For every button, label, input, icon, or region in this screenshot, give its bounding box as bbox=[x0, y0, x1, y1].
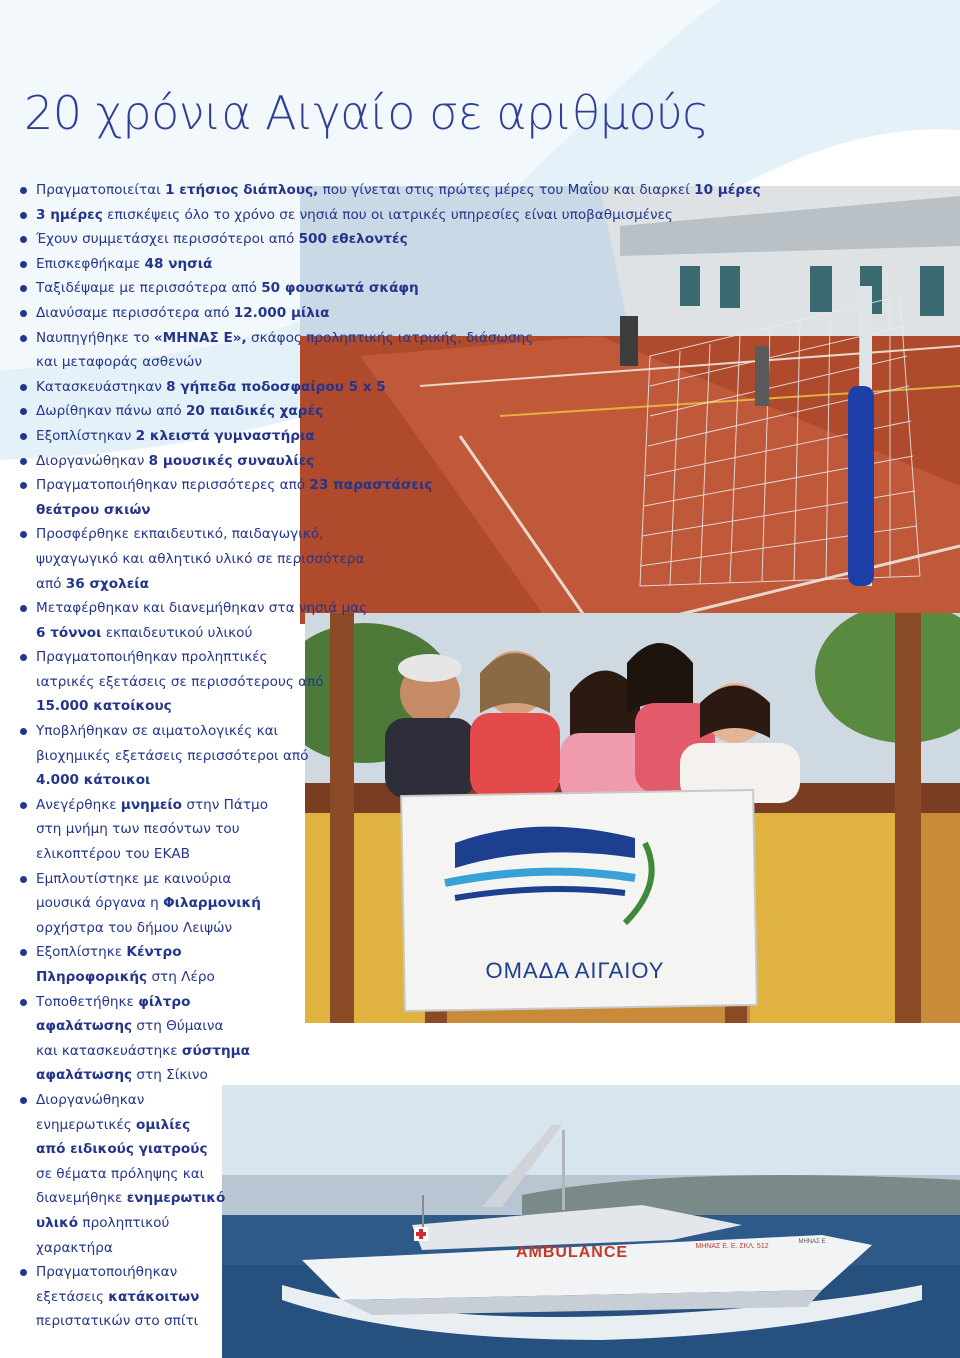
list-item bbox=[20, 326, 740, 375]
body-text: στη μνήμη των πεσόντων του bbox=[36, 821, 240, 838]
list-item-line bbox=[36, 1285, 740, 1310]
body-text: Ναυπηγήθηκε το bbox=[36, 329, 154, 346]
list-item bbox=[20, 645, 740, 719]
list-item-line bbox=[36, 965, 740, 990]
list-item bbox=[20, 1260, 740, 1334]
highlight-text: φίλτρο bbox=[138, 993, 191, 1010]
list-item bbox=[20, 793, 740, 867]
highlight-text: κατάκοιτων bbox=[108, 1288, 200, 1305]
list-item bbox=[20, 178, 761, 203]
list-item-line bbox=[36, 916, 740, 941]
body-text: Πραγματοποιήθηκαν περισσότερες από bbox=[36, 477, 310, 494]
boat-ambulance-text: AMBULANCE bbox=[515, 1244, 629, 1261]
list-item-line bbox=[36, 1063, 740, 1088]
list-item bbox=[20, 596, 740, 645]
body-text: προληπτικού bbox=[78, 1214, 170, 1231]
highlight-text: 3 ημέρες bbox=[36, 206, 103, 223]
highlight-text: 1 ετήσιος διάπλους, bbox=[165, 182, 319, 198]
highlight-text: 500 εθελοντές bbox=[298, 231, 408, 248]
highlight-text: ενημερωτικό bbox=[126, 1190, 226, 1207]
list-item-line bbox=[36, 350, 740, 375]
body-text: Εξοπλίστηκαν bbox=[36, 427, 136, 444]
list-item-line bbox=[36, 645, 740, 670]
list-item-line bbox=[36, 621, 740, 646]
body-text: σκάφος προληπτικής ιατρικής, διάσωσης bbox=[246, 329, 534, 346]
list-item bbox=[20, 399, 740, 424]
body-text: Κατασκευάστηκαν bbox=[36, 378, 167, 395]
body-text: σε θέματα πρόληψης και bbox=[36, 1165, 205, 1182]
list-item-line bbox=[36, 891, 740, 916]
list-item bbox=[20, 719, 740, 793]
list-item bbox=[20, 940, 740, 989]
list-item-line bbox=[36, 694, 740, 719]
list-item-line bbox=[36, 424, 740, 449]
list-item-line bbox=[36, 1137, 740, 1162]
highlight-text: Πληροφορικής bbox=[36, 969, 148, 985]
list-item bbox=[20, 227, 740, 252]
list-item bbox=[20, 375, 740, 400]
highlight-text: 10 μέρες bbox=[694, 182, 761, 198]
highlight-text: 8 γήπεδα ποδοσφαίρου 5 x 5 bbox=[166, 378, 386, 395]
body-text: Εμπλουτίστηκε με καινούρια bbox=[36, 870, 232, 887]
highlight-text: θεάτρου σκιών bbox=[36, 501, 151, 518]
boat-registration-text: ΜΗΝΑΣ Ε. Ε. ΣΚΛ. 512 bbox=[695, 1243, 769, 1250]
list-item bbox=[20, 867, 740, 941]
page-title: 20 χρόνια Αιγαίο σε αριθμούς bbox=[24, 86, 709, 140]
body-text: Τοποθετήθηκε bbox=[36, 993, 139, 1010]
body-text: Πραγματοποιήθηκαν bbox=[36, 1264, 178, 1281]
list-item-line bbox=[36, 596, 740, 621]
body-text: ορχήστρα του δήμου Λειψών bbox=[36, 919, 233, 936]
body-text: Διανύσαμε περισσότερα από bbox=[36, 304, 234, 321]
body-text: επισκέψεις όλο το χρόνο σε νησιά που οι ιατρικές υπηρεσίες είναι υποβαθμισμένες bbox=[102, 206, 673, 223]
highlight-text: Κέντρο bbox=[126, 944, 182, 961]
body-text: Διοργανώθηκαν bbox=[36, 452, 149, 469]
list-item-line bbox=[36, 1211, 740, 1236]
highlight-text: 50 φουσκωτά σκάφη bbox=[261, 280, 419, 297]
highlight-text: Φιλαρμονική bbox=[163, 895, 261, 912]
list-item-line bbox=[36, 1260, 740, 1285]
body-text: Ταξιδέψαμε με περισσότερα από bbox=[36, 280, 262, 297]
body-text: Διοργανώθηκαν bbox=[36, 1091, 145, 1108]
list-item-line bbox=[36, 719, 740, 744]
list-item-line bbox=[36, 1088, 740, 1113]
list-item-line bbox=[36, 547, 740, 572]
body-text: από bbox=[36, 575, 66, 592]
highlight-text: 8 μουσικές συναυλίες bbox=[148, 452, 315, 469]
highlight-text: ομιλίες bbox=[136, 1116, 191, 1133]
body-text: εκπαιδευτικού υλικού bbox=[101, 624, 253, 641]
body-text: χαρακτήρα bbox=[36, 1239, 113, 1256]
highlight-text: υλικό bbox=[36, 1214, 79, 1231]
highlight-text: από ειδικούς γιατρούς bbox=[36, 1141, 208, 1158]
list-item-line bbox=[36, 670, 740, 695]
list-item-line bbox=[36, 276, 740, 301]
highlight-text: σύστημα bbox=[181, 1042, 250, 1059]
highlight-text: 23 παραστάσεις bbox=[309, 477, 433, 494]
body-text: Υποβλήθηκαν σε αιματολογικές και bbox=[36, 723, 279, 740]
list-item bbox=[20, 301, 740, 326]
list-item-line bbox=[36, 1186, 740, 1211]
list-item bbox=[20, 203, 740, 228]
list-item-line bbox=[36, 768, 740, 793]
body-text: εξετάσεις bbox=[36, 1288, 109, 1305]
list-item-line bbox=[36, 522, 740, 547]
body-text: βιοχημικές εξετάσεις περισσότεροι από bbox=[36, 747, 309, 764]
body-text: και κατασκευάστηκε bbox=[36, 1042, 182, 1059]
highlight-text: μνημείο bbox=[120, 796, 183, 813]
highlight-text: 36 σχολεία bbox=[65, 575, 149, 592]
list-item-line bbox=[36, 1236, 740, 1261]
list-item-line bbox=[36, 252, 740, 277]
highlight-text: 4.000 κάτοικοι bbox=[36, 772, 151, 789]
body-text: ιατρικές εξετάσεις σε περισσότερους από bbox=[36, 673, 324, 690]
body-text: ψυχαγωγικό και αθλητικό υλικό σε περισσότερα bbox=[36, 550, 365, 567]
list-item-line bbox=[36, 1309, 740, 1334]
boat-name-text: ΜΗΝΑΣ Ε bbox=[798, 1239, 826, 1245]
highlight-text: 2 κλειστά γυμναστήρια bbox=[135, 427, 315, 444]
body-text: στην Πάτμο bbox=[182, 796, 269, 813]
body-text: ενημερωτικές bbox=[36, 1116, 137, 1133]
list-item-line bbox=[36, 301, 740, 326]
body-text: Εξοπλίστηκε bbox=[36, 944, 127, 961]
list-item-line bbox=[36, 842, 740, 867]
body-text: ελικοπτέρου του ΕΚΑΒ bbox=[36, 846, 190, 863]
list-item bbox=[20, 473, 740, 522]
highlight-text: 48 νησιά bbox=[144, 255, 213, 272]
body-text: που γίνεται στις πρώτες μέρες του Μαΐου και διαρκεί bbox=[318, 182, 695, 198]
list-item-line bbox=[36, 399, 740, 424]
list-item-line bbox=[36, 498, 740, 523]
statistics-list bbox=[20, 178, 761, 1334]
body-text: Μεταφέρθηκαν και διανεμήθηκαν στα νησιά μας bbox=[36, 600, 368, 617]
highlight-text: 20 παιδικές χαρές bbox=[185, 403, 324, 420]
list-item-line bbox=[36, 1014, 740, 1039]
banner-text: ΟΜΑΔΑ ΑΙΓΑΙΟΥ bbox=[485, 958, 665, 983]
list-item-line bbox=[36, 1039, 740, 1064]
body-text: διανεμήθηκε bbox=[36, 1190, 127, 1207]
body-text: Δωρίθηκαν πάνω από bbox=[36, 403, 186, 420]
highlight-text: 6 τόννοι bbox=[36, 624, 102, 641]
list-item-line bbox=[36, 817, 740, 842]
list-item bbox=[20, 449, 740, 474]
list-item bbox=[20, 276, 740, 301]
body-text: Πραγματοποιήθηκαν προληπτικές bbox=[36, 649, 268, 666]
body-text: περιστατικών στο σπίτι bbox=[36, 1313, 199, 1330]
body-text: Πραγματοποιείται bbox=[36, 182, 166, 198]
list-item bbox=[20, 252, 740, 277]
list-item-line bbox=[36, 990, 740, 1015]
list-item-line bbox=[36, 1113, 740, 1138]
body-text: στη Θύμαινα bbox=[132, 1018, 224, 1035]
highlight-text: «ΜΗΝΑΣ Ε», bbox=[153, 329, 247, 346]
body-text: Έχουν συμμετάσχει περισσότεροι από bbox=[36, 231, 299, 248]
body-text: Ανεγέρθηκε bbox=[36, 796, 121, 813]
body-text: Προσφέρθηκε εκπαιδευτικό, παιδαγωγικό, bbox=[36, 526, 324, 543]
list-item-line bbox=[36, 178, 761, 203]
list-item bbox=[20, 424, 740, 449]
list-item-line bbox=[36, 326, 740, 351]
list-item bbox=[20, 1088, 740, 1260]
list-item-line bbox=[36, 227, 740, 252]
body-text: και μεταφοράς ασθενών bbox=[36, 354, 203, 371]
highlight-text: αφαλάτωσης bbox=[36, 1067, 133, 1084]
list-item-line bbox=[36, 867, 740, 892]
list-item bbox=[20, 522, 740, 596]
list-item-line bbox=[36, 744, 740, 769]
list-item-line bbox=[36, 449, 740, 474]
body-text: στη Σίκινο bbox=[132, 1067, 208, 1084]
list-item-line bbox=[36, 572, 740, 597]
body-text: στη Λέρο bbox=[147, 969, 215, 985]
list-item-line bbox=[36, 1162, 740, 1187]
list-item bbox=[20, 990, 740, 1088]
body-text: μουσικά όργανα η bbox=[36, 895, 164, 912]
list-item-line bbox=[36, 375, 740, 400]
highlight-text: 12.000 μίλια bbox=[233, 304, 330, 321]
list-item-line bbox=[36, 203, 740, 228]
list-item-line bbox=[36, 940, 740, 965]
list-item-line bbox=[36, 793, 740, 818]
highlight-text: 15.000 κατοίκους bbox=[36, 698, 172, 715]
list-item-line bbox=[36, 473, 740, 498]
highlight-text: αφαλάτωσης bbox=[36, 1018, 133, 1035]
body-text: Επισκεφθήκαμε bbox=[36, 255, 145, 272]
